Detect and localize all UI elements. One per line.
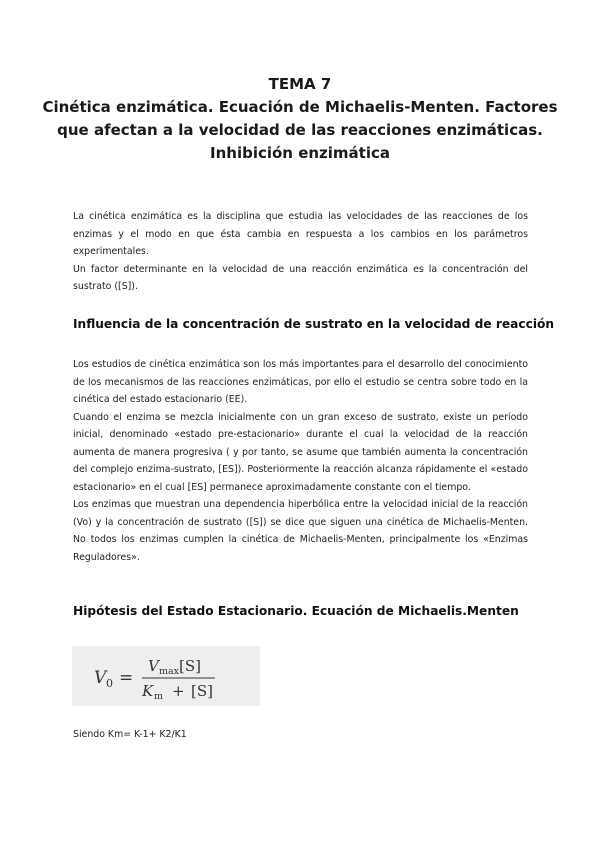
title-line-4: Inhibición enzimática <box>210 144 390 162</box>
document-title <box>40 73 560 165</box>
section1-paragraphs <box>73 356 528 566</box>
eq-den-plus: + <box>172 682 185 700</box>
intro-paragraph-2: Un factor determinante en la velocidad de una reacción enzimática es la concentración del sustrato ([S]). <box>73 263 528 292</box>
intro-paragraphs <box>73 208 528 296</box>
section-heading-concentracion: Influencia de la concentración de sustrato en la velocidad de reacción <box>73 317 555 331</box>
section1-paragraph-2: Cuando el enzima se mezcla inicialmente con un gran exceso de sustrato, existe un período inicial, denominado «estado pre-estacionario» durante el cual la velocidad de la reacción aumenta de manera progresiva ( y por tanto, se asume que también aumenta la concentración del complejo enzima-sustrato, [ES]). Posteriormente la reacción alcanza rápidamente el «estado estacionario» en el cual [ES] permanece aproximadamente constante con el tiempo. <box>73 411 528 493</box>
eq-lhs-var: V <box>94 668 107 688</box>
section1-paragraph-1: Los estudios de cinética enzimática son los más importantes para el desarrollo del conocimiento de los mecanismos de las reacciones enzimáticas, por ello el estudio se centra sobre todo en la cinética del estado estacionario (EE). <box>73 359 528 405</box>
intro-paragraph-1: La cinética enzimática es la disciplina que estudia las velocidades de las reacciones de los enzimas y el modo en que ésta cambia en respuesta a los cambios en los parámetros experimentales. <box>73 211 528 257</box>
eq-num-conc: [S] <box>179 657 201 675</box>
equation-graphic <box>72 646 260 706</box>
michaelis-menten-equation <box>72 646 260 706</box>
eq-lhs-sub: 0 <box>106 677 113 690</box>
eq-equals: = <box>119 668 134 688</box>
title-line-2: Cinética enzimática. Ecuación de Michaelis-Menten. Factores <box>42 98 558 116</box>
title-line-tema: TEMA 7 <box>268 75 332 93</box>
eq-den-var: K <box>142 682 154 700</box>
eq-num-sub: max <box>159 666 180 677</box>
eq-den-sub: m <box>154 691 164 702</box>
km-definition: Siendo Km= K-1+ K2/K1 <box>73 729 187 740</box>
section1-paragraph-3: Los enzimas que muestran una dependencia hiperbólica entre la velocidad inicial de la reacción (Vo) y la concentración de sustrato ([S]) se dice que siguen una cinética de Michaelis-Menten. No todos los enzimas cumplen la cinética de Michaelis-Menten, principalmente los «Enzimas Reguladores». <box>73 499 528 563</box>
eq-den-conc: [S] <box>191 682 213 700</box>
section-heading-estado-estacionario: Hipótesis del Estado Estacionario. Ecuación de Michaelis.Menten <box>73 604 519 618</box>
eq-num-var: V <box>148 657 159 675</box>
title-line-3: que afectan a la velocidad de las reacciones enzimáticas. <box>57 121 543 139</box>
